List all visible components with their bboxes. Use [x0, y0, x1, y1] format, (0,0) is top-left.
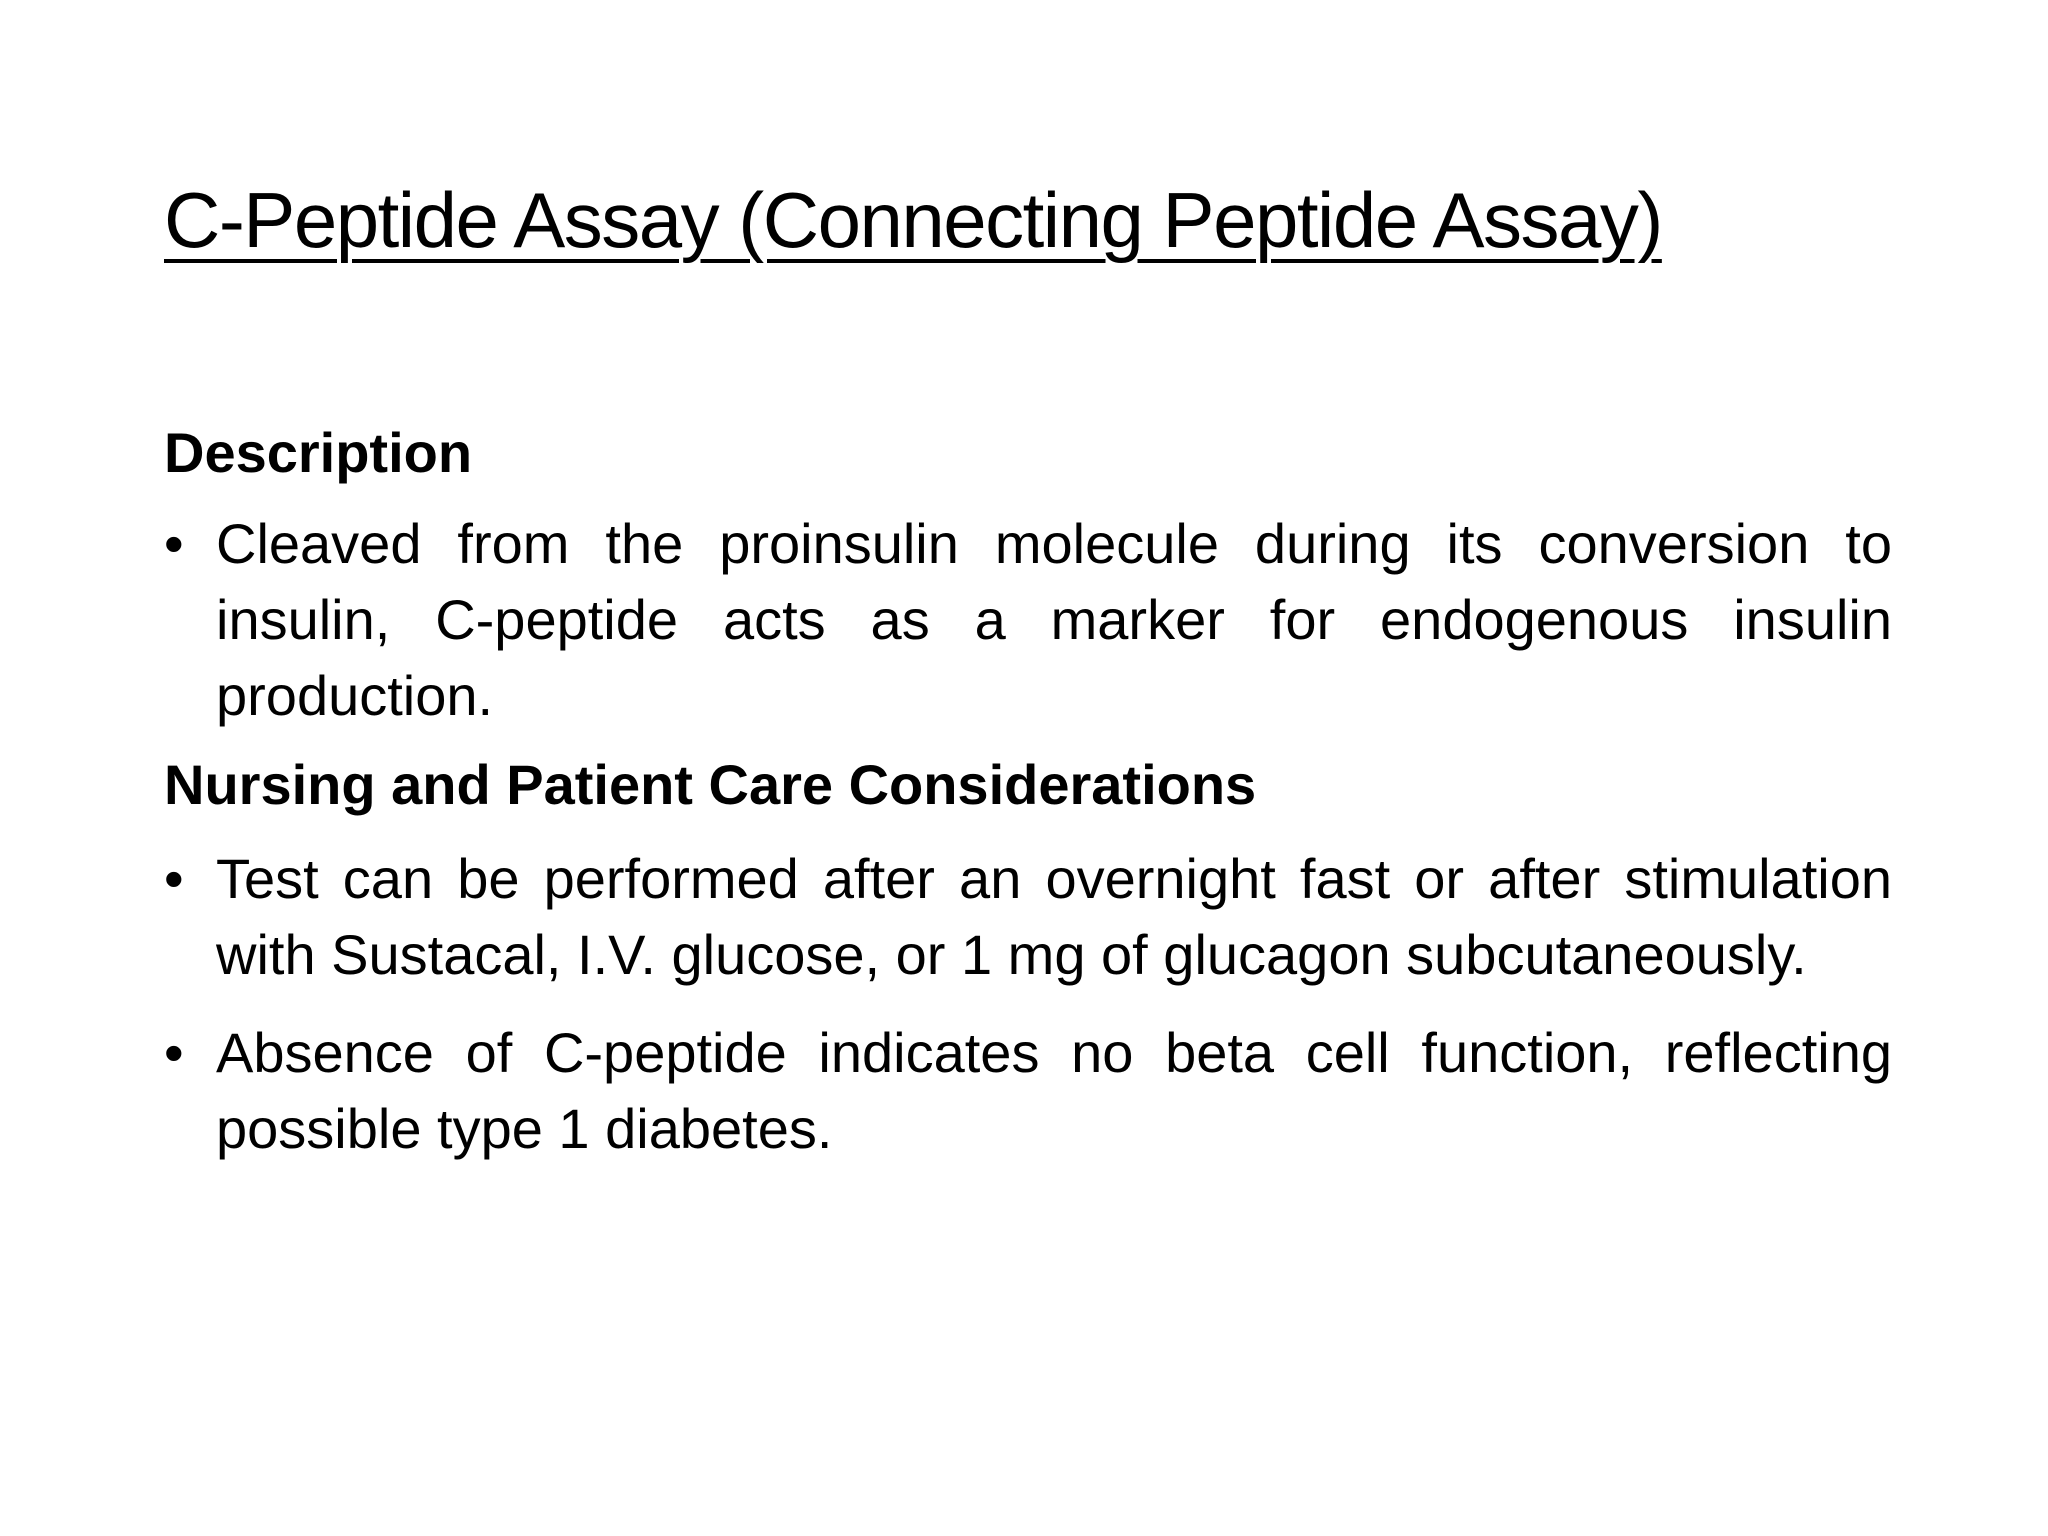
- nursing-bullet-list: [164, 841, 1892, 1167]
- bullet-text: Test can be performed after an overnight fast or after stimulation with Sustacal, I.V. glucose, or 1 mg of glucagon subcutaneously.: [216, 847, 1892, 987]
- bullet-text: Cleaved from the proinsulin molecule during its conversion to insulin, C-peptide acts as a marker for endogenous insulin production.: [216, 511, 1892, 727]
- description-bullet: [164, 506, 1892, 734]
- slide-title: C-Peptide Assay (Connecting Peptide Assay): [164, 176, 1662, 264]
- section-heading-nursing-considerations: Nursing and Patient Care Considerations: [164, 752, 1257, 816]
- section-heading-description: Description: [164, 421, 473, 484]
- bullet-icon: •: [164, 511, 184, 575]
- bullet-icon: •: [164, 847, 184, 911]
- nursing-bullet: [164, 1015, 1892, 1167]
- bullet-text: Absence of C-peptide indicates no beta cell function, reflecting possible type 1 diabetes.: [216, 1021, 1892, 1161]
- nursing-bullet: [164, 841, 1892, 993]
- slide-body: [164, 422, 1892, 1167]
- bullet-icon: •: [164, 1021, 184, 1085]
- description-bullet-list: [164, 506, 1892, 734]
